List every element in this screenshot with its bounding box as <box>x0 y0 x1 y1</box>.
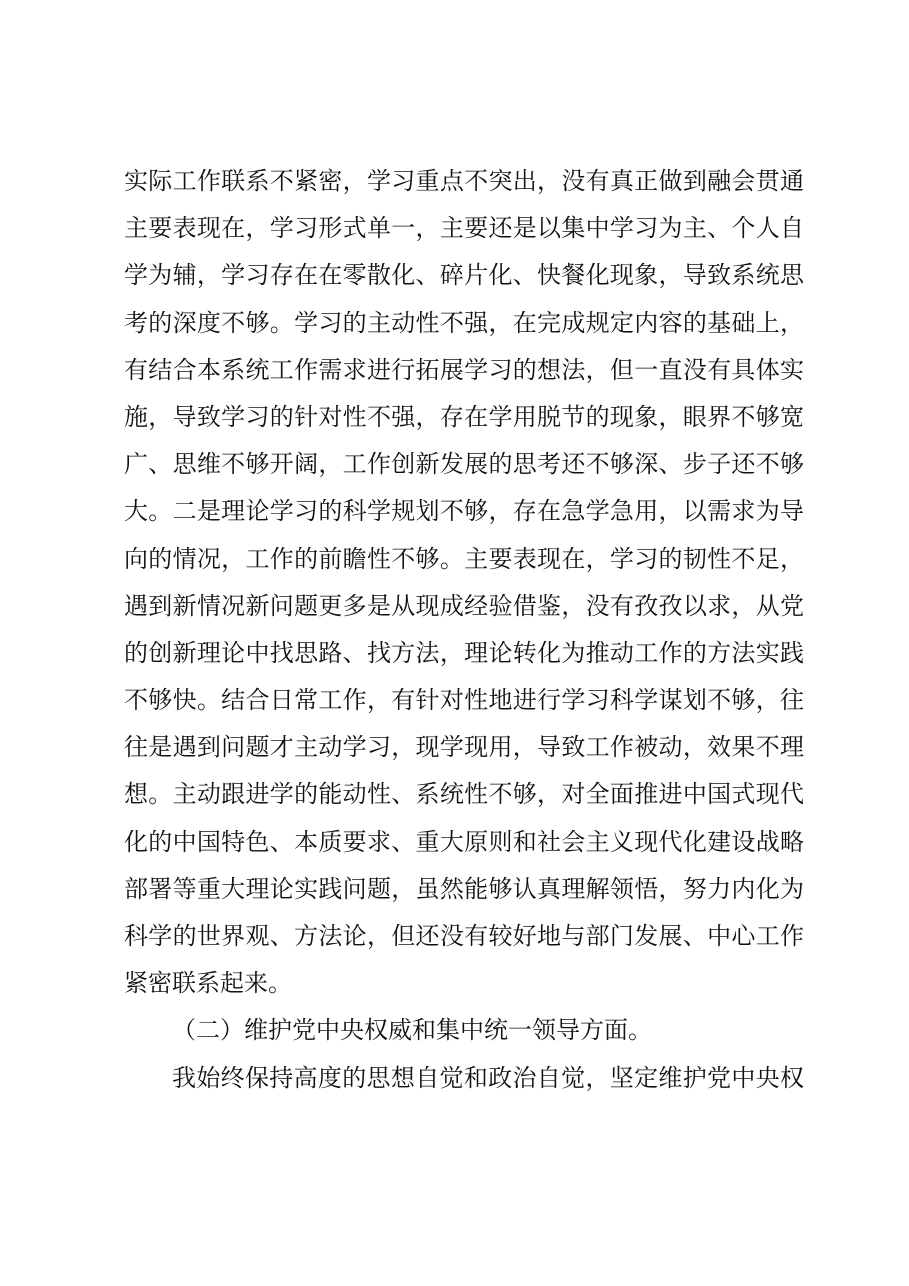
paragraph-line: 施，导致学习的针对性不强，存在学用脱节的现象，眼界不够宽 <box>124 402 804 431</box>
paragraph-line: 实际工作联系不紧密，学习重点不突出，没有真正做到融会贯通 <box>124 167 804 195</box>
paragraph-line: 广、思维不够开阔，工作创新发展的思考还不够深、步子还不够 <box>124 450 804 479</box>
paragraph-line: 不够快。结合日常工作，有针对性地进行学习科学谋划不够，往 <box>124 686 804 715</box>
paragraph-line: 主要表现在，学习形式单一，主要还是以集中学习为主、个人自 <box>124 214 804 243</box>
paragraph-line: 想。主动跟进学的能动性、系统性不够，对全面推进中国式现代 <box>124 780 804 809</box>
paragraph-line: 考的深度不够。学习的主动性不强，在完成规定内容的基础上， <box>124 308 804 337</box>
paragraph-2-first-line: 我始终保持高度的思想自觉和政治自觉，坚定维护党中央权 <box>172 1063 804 1092</box>
paragraph-line: 有结合本系统工作需求进行拓展学习的想法，但一直没有具体实 <box>124 355 804 384</box>
paragraph-line: 化的中国特色、本质要求、重大原则和社会主义现代化建设战略 <box>124 827 804 856</box>
paragraph-line: 大。二是理论学习的科学规划不够，存在急学急用，以需求为导 <box>124 497 804 526</box>
paragraph-line: 科学的世界观、方法论，但还没有较好地与部门发展、中心工作 <box>124 922 804 950</box>
paragraph-line: 遇到新情况新问题更多是从现成经验借鉴，没有孜孜以求，从党 <box>124 591 804 620</box>
paragraph-line: 部署等重大理论实践问题，虽然能够认真理解领悟，努力内化为 <box>124 874 804 903</box>
paragraph-line: 向的情况，工作的前瞻性不够。主要表现在，学习的韧性不足， <box>124 544 804 573</box>
paragraph-line: 的创新理论中找思路、找方法，理论转化为推动工作的方法实践 <box>124 638 804 667</box>
paragraph-line: 往是遇到问题才主动学习，现学现用，导致工作被动，效果不理 <box>124 733 804 762</box>
paragraph-line: 学为辅，学习存在在零散化、碎片化、快餐化现象，导致系统思 <box>124 261 804 290</box>
document-body <box>124 158 804 1102</box>
paragraph-line-last: 紧密联系起来。 <box>124 969 292 998</box>
section-heading: （二）维护党中央权威和集中统一领导方面。 <box>172 1016 652 1045</box>
